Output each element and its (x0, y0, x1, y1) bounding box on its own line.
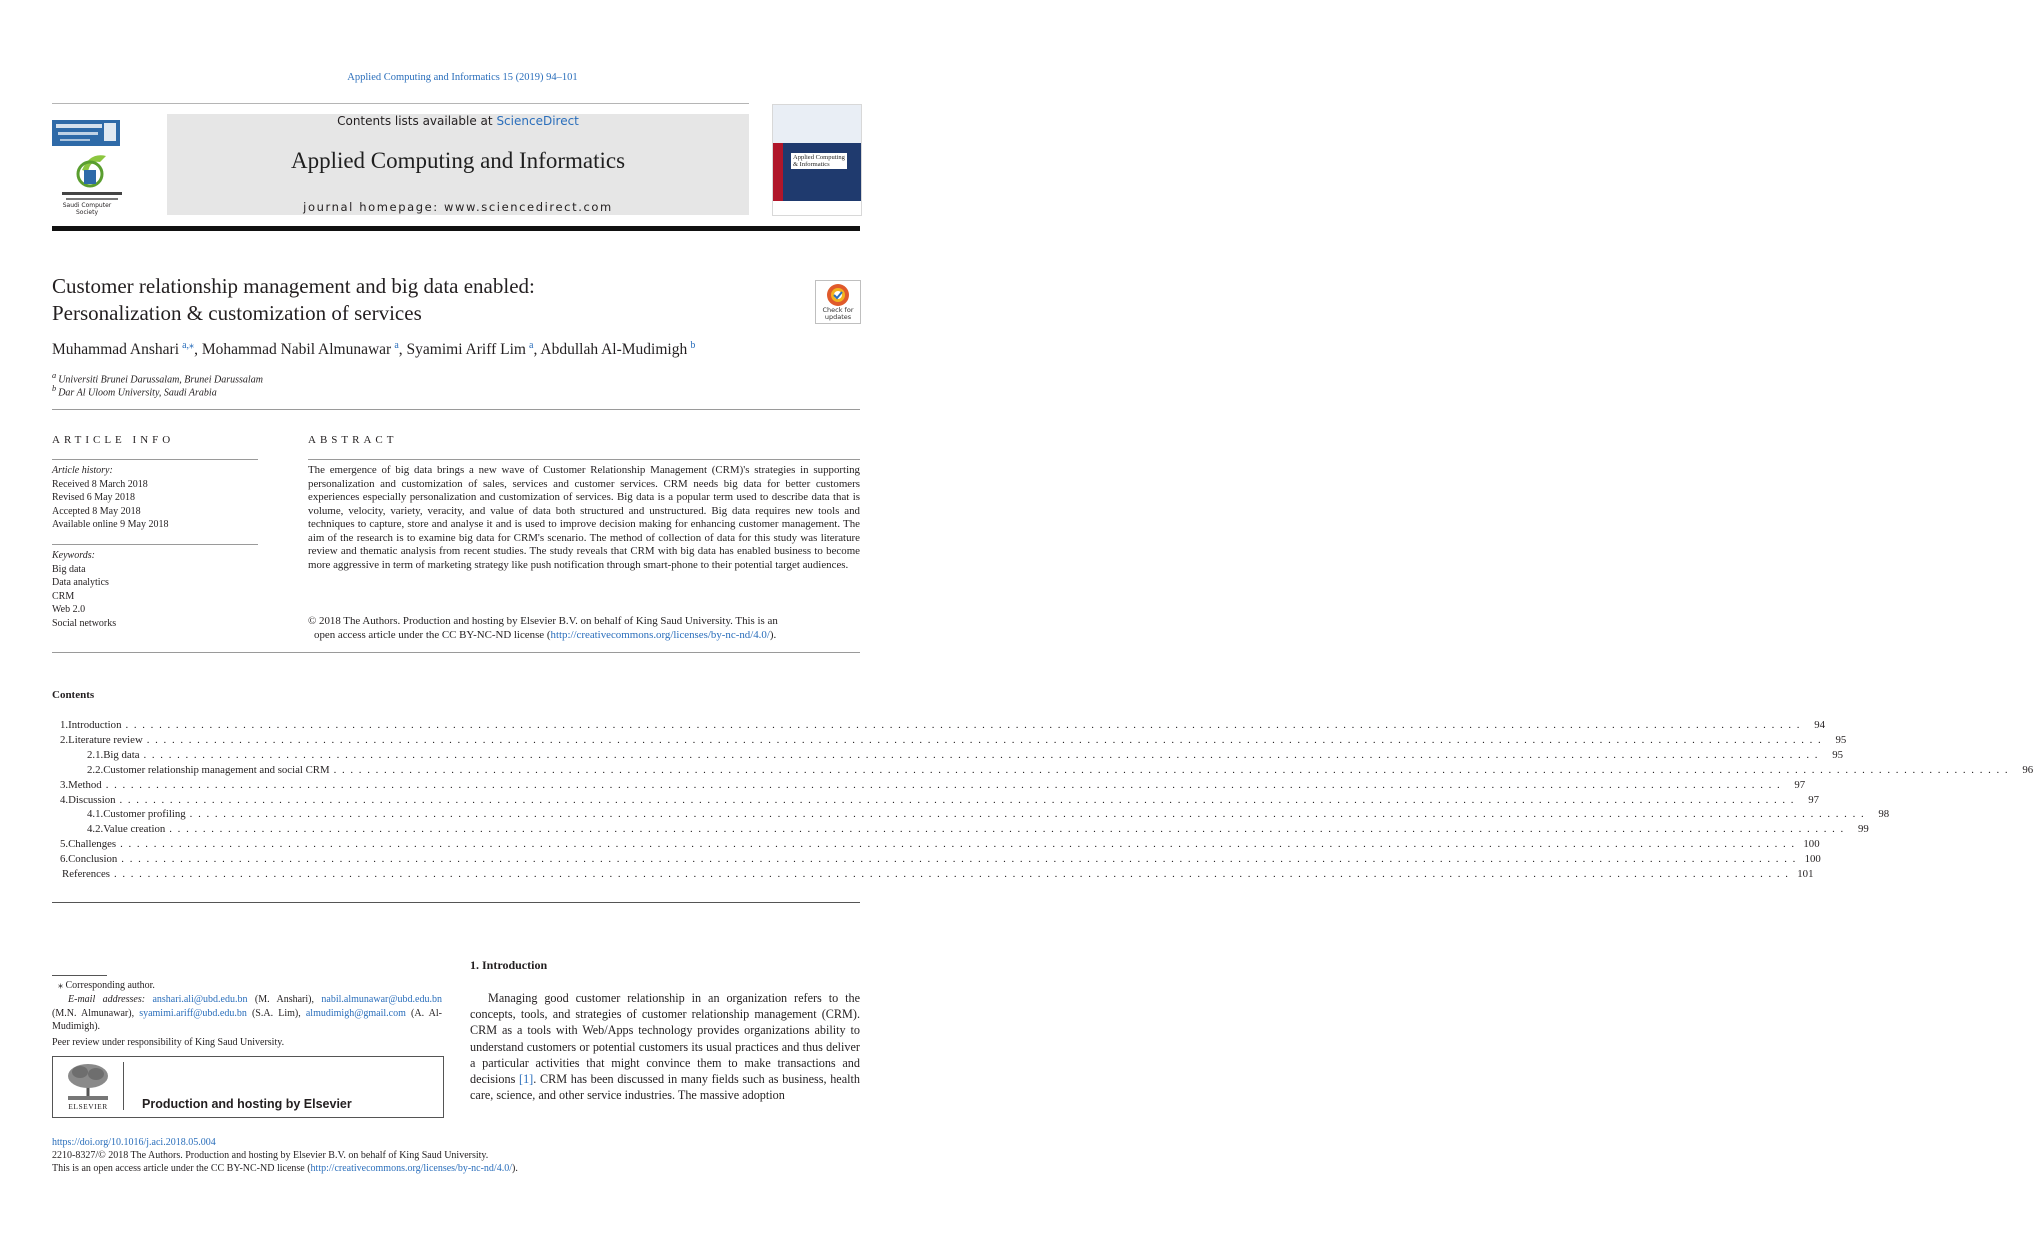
cover-title-line2: & Informatics (793, 161, 830, 168)
toc-page-number[interactable]: 96 (2022, 763, 2033, 776)
email-link[interactable]: almudimigh@gmail.com (305, 1007, 406, 1019)
toc-entry[interactable] (60, 838, 1820, 853)
paper-title (52, 273, 772, 327)
production-hosting-label: Production and hosting by Elsevier (142, 1097, 352, 1111)
email-owner: (M.N. Almunawar), (52, 1007, 140, 1019)
open-access-line (52, 1163, 518, 1174)
issn-line: 2210-8327/© 2018 The Authors. Production and hosting by Elsevier B.V. on behalf of King Saud University. (52, 1150, 489, 1161)
toc-number: 4.2. (87, 823, 104, 836)
toc-entry[interactable] (60, 823, 1869, 838)
toc-entry[interactable] (60, 763, 2033, 779)
contents-divider (52, 902, 860, 903)
author-separator: , (398, 341, 407, 359)
affiliation-text: Dar Al Uloom University, Saudi Arabia (58, 387, 217, 399)
author[interactable]: Mohammad Nabil Almunawar (201, 341, 392, 359)
toc-page-number[interactable]: 100 (1804, 853, 1821, 866)
contents-title: Contents (52, 689, 95, 701)
affiliation-mark: b (52, 384, 57, 393)
toc-entry[interactable] (60, 853, 1821, 868)
paper-title-line2: Personalization & customization of services (52, 301, 422, 325)
keyword: Data analytics (52, 577, 109, 588)
header-thick-rule (52, 226, 860, 231)
header-divider (52, 103, 749, 104)
contents-available (167, 114, 749, 128)
intro-text: Managing good customer relationship in an organization refers to the concepts, tools, and strategies of customer relationship management (CRM). CRM as a tools with Web/Apps technology provides organizations ability to understand customers or potential customers its usual practices and thus deliver a particular activities that might convince them to make transactions and decisions (470, 991, 860, 1087)
toc-page-number[interactable]: 101 (1797, 868, 1814, 880)
abstract-text: The emergence of big data brings a new wave of Customer Relationship Management (CRM)'s strategies in supporting personalization and customization of sales, services and customer services. CRM needs big data for better customers experiences especially personalization and customization of services. Big data is a popular term used to describe data that is volume, velocity, variety, veracity, and value of data both structured and unstructured. Big data requires new tools and techniques to capture, store and analyse it and is used to improve decision making for enhancing customer management. The aim of the research is to examine big data for CRM's scenario. The method of collection of data for this study was literature review and thematic analysis from recent studies. The study reveals that CRM with big data has enabled business to become more aggressive in term of marketing strategy like push notification through smart-phone to their potential target audiences. (308, 464, 860, 571)
peer-review-note: Peer review under responsibility of King Saud University. (52, 1037, 285, 1048)
author-separator: , (533, 341, 541, 359)
email-owner: (M. Anshari), (247, 994, 322, 1005)
corresponding-text: ⁎ Corresponding author. (58, 980, 155, 991)
copyright-line: © 2018 The Authors. Production and hosting by Elsevier B.V. on behalf of King Saud University. This is an (308, 615, 778, 627)
journal-reference[interactable]: Applied Computing and Informatics 15 (2019) 94–101 (347, 72, 578, 83)
cover-top (773, 105, 861, 143)
toc-title[interactable]: References (62, 868, 110, 880)
toc-entry[interactable] (60, 719, 1825, 734)
toc-title[interactable]: Big data (103, 748, 140, 761)
abstract-heading: ABSTRACT (308, 434, 398, 446)
keywords (52, 549, 116, 630)
toc-number: 2.1. (87, 748, 104, 761)
toc-page-number[interactable]: 95 (1835, 733, 1847, 746)
cover-footer (773, 203, 861, 215)
history-online: Available online 9 May 2018 (52, 519, 169, 530)
toc-number: 2.2. (87, 763, 104, 776)
email-label: E-mail addresses: (68, 994, 153, 1005)
keyword: Web 2.0 (52, 604, 86, 615)
author-separator: , (194, 341, 202, 359)
toc-page-number[interactable]: 97 (1794, 778, 1806, 791)
toc-leader-dots: . . . . . . . . . . . . . . . . . . . . . . . . . . . . . . . . . . . . . . . . . . . . . . . . . . . . . . . . . . . . . . . . . . . . . . . . . . . . . . . . . . . . . . . . . . . . . . . . . . . . . . . . . . . . . . . . . . . . . . . . . . . . . . . . . . . . . . . . . . . . . . . . . . . . . . . . . . . . . . . . . . . . . . . . . . . . . . . . . . . . . . . . . . . . . . . . . . . . . . . . (146, 733, 1823, 746)
toc-entry[interactable] (60, 793, 1819, 809)
toc-page-number[interactable]: 100 (1803, 838, 1820, 851)
keyword: CRM (52, 590, 75, 602)
oa-text: This is an open access article under the CC BY-NC-ND license ( (52, 1163, 311, 1174)
toc-entry[interactable] (60, 868, 1814, 883)
license-link[interactable]: http://creativecommons.org/licenses/by-nc-nd/4.0/ (550, 628, 770, 641)
affiliation (52, 384, 217, 398)
toc-leader-dots: . . . . . . . . . . . . . . . . . . . . . . . . . . . . . . . . . . . . . . . . . . . . . . . . . . . . . . . . . . . . . . . . . . . . . . . . . . . . . . . . . . . . . . . . . . . . . . . . . . . . . . . . . . . . . . . . . . . . . . . . . . . . . . . . . . . . . . . . . . . . . . . . . . . . . . . . . . . . . . . . . . . . . . . . . . . . . . . . . . . . . . . . . . . . . . . . . . . . . . . . (333, 763, 2010, 776)
toc-entry[interactable] (60, 748, 1843, 764)
history-revised: Revised 6 May 2018 (52, 492, 136, 503)
toc-number: 6. (60, 853, 69, 866)
author-list (52, 340, 872, 359)
doi-link[interactable] (52, 1137, 216, 1148)
logo-caption: Saudi Computer Society (62, 202, 112, 216)
footnote-rule (52, 975, 107, 976)
toc-leader-dots: . . . . . . . . . . . . . . . . . . . . . . . . . . . . . . . . . . . . . . . . . . . . . . . . . . . . . . . . . . . . . . . . . . . . . . . . . . . . . . . . . . . . . . . . . . . . . . . . . . . . . . . . . . . . . . . . . . . . . . . . . . . . . . . . . . . . . . . . . . . . . . . . . . . . . . . . . . . . . . . . . . . . . . . . . . . . . . . . . . . . . . . . . . . . . . . . . . . . . . . . (121, 853, 1797, 866)
history-received: Received 8 March 2018 (52, 478, 148, 490)
oa-license-link[interactable]: http://creativecommons.org/licenses/by-nc-nd/4.0/ (310, 1163, 512, 1174)
journal-homepage[interactable]: journal homepage: www.sciencedirect.com (303, 200, 613, 214)
keywords-rule (52, 544, 258, 545)
introduction-heading: 1. Introduction (470, 958, 548, 972)
toc-page-number[interactable]: 98 (1878, 808, 1890, 821)
toc-number: 3. (60, 778, 69, 791)
toc-page-number[interactable]: 97 (1808, 793, 1819, 806)
author-affiliation-mark[interactable]: b (690, 340, 696, 351)
toc-number: 4.1. (87, 808, 104, 821)
author[interactable]: Syamimi Ariff Lim (406, 341, 526, 359)
author-affiliation-mark[interactable]: a (394, 340, 399, 351)
check-updates-label: Check for updates (822, 306, 854, 321)
toc-page-number[interactable]: 94 (1814, 719, 1825, 731)
keywords-label: Keywords: (52, 550, 95, 561)
email-owner: (S.A. Lim), (246, 1007, 306, 1019)
toc-leader-dots: . . . . . . . . . . . . . . . . . . . . . . . . . . . . . . . . . . . . . . . . . . . . . . . . . . . . . . . . . . . . . . . . . . . . . . . . . . . . . . . . . . . . . . . . . . . . . . . . . . . . . . . . . . . . . . . . . . . . . . . . . . . . . . . . . . . . . . . . . . . . . . . . . . . . . . . . . . . . . . . . . . . . . . . . . . . . . . . . . . . . . . . . . . . . . . . . . . . . . . . . (189, 808, 1866, 821)
article-history (52, 464, 168, 532)
contents-available-text: Contents lists available at (337, 114, 497, 128)
cover-title-line1: Applied Computing (793, 154, 845, 161)
toc-entry[interactable] (60, 733, 1847, 749)
toc-title[interactable]: Conclusion (68, 853, 118, 866)
society-logos (52, 112, 162, 214)
keyword: Social networks (52, 617, 117, 629)
cover-stripe (773, 143, 783, 201)
intro-text: . CRM has been discussed in many fields such as business, health care, science, and other service industries. The massive adoption (470, 1072, 860, 1103)
toc-leader-dots: . . . . . . . . . . . . . . . . . . . . . . . . . . . . . . . . . . . . . . . . . . . . . . . . . . . . . . . . . . . . . . . . . . . . . . . . . . . . . . . . . . . . . . . . . . . . . . . . . . . . . . . . . . . . . . . . . . . . . . . . . . . . . . . . . . . . . . . . . . . . . . . . . . . . . . . . . . . . . . . . . . . . . . . . . . . . . . . . . . . . . . . . . . . . . . . . . . . . . . . . (169, 823, 1845, 836)
sciencedirect-link[interactable]: ScienceDirect (496, 114, 579, 128)
license-line (308, 629, 860, 643)
elsevier-wordmark: ELSEVIER (68, 1102, 108, 1111)
affiliation-mark: a (52, 371, 57, 380)
toc-entry[interactable] (60, 778, 1806, 794)
toc-title[interactable]: Method (68, 778, 102, 791)
toc-entry[interactable] (60, 808, 1890, 823)
article-info-heading: ARTICLE INFO (52, 434, 175, 446)
author-affiliation-mark[interactable]: a,⁎ (182, 340, 195, 351)
toc-leader-dots: . . . . . . . . . . . . . . . . . . . . . . . . . . . . . . . . . . . . . . . . . . . . . . . . . . . . . . . . . . . . . . . . . . . . . . . . . . . . . . . . . . . . . . . . . . . . . . . . . . . . . . . . . . . . . . . . . . . . . . . . . . . . . . . . . . . . . . . . . . . . . . . . . . . . . . . . . . . . . . . . . . . . . . . . . . . . . . . . . . . . . . . . . . . . . . . . . . . . . . . . (143, 748, 1819, 761)
section-divider (52, 652, 860, 653)
email-link[interactable]: nabil.almunawar@ubd.edu.bn (321, 994, 442, 1005)
toc-title[interactable]: Literature review (68, 733, 143, 746)
email-link[interactable]: syamimi.ariff@ubd.edu.bn (139, 1007, 247, 1019)
author[interactable]: Abdullah Al-Mudimigh (540, 341, 688, 359)
keyword: Big data (52, 563, 86, 575)
toc-page-number[interactable]: 95 (1832, 748, 1843, 761)
citation-link[interactable]: [1] (519, 1072, 534, 1087)
toc-leader-dots: . . . . . . . . . . . . . . . . . . . . . . . . . . . . . . . . . . . . . . . . . . . . . . . . . . . . . . . . . . . . . . . . . . . . . . . . . . . . . . . . . . . . . . . . . . . . . . . . . . . . . . . . . . . . . . . . . . . . . . . . . . . . . . . . . . . . . . . . . . . . . . . . . . . . . . . . . . . . . . . . . . . . . . . . . . . . . . . . . . . . . . . . . . . . . . . . . . . . . . . . (125, 719, 1801, 731)
toc-leader-dots: . . . . . . . . . . . . . . . . . . . . . . . . . . . . . . . . . . . . . . . . . . . . . . . . . . . . . . . . . . . . . . . . . . . . . . . . . . . . . . . . . . . . . . . . . . . . . . . . . . . . . . . . . . . . . . . . . . . . . . . . . . . . . . . . . . . . . . . . . . . . . . . . . . . . . . . . . . . . . . . . . . . . . . . . . . . . . . . . . . . . . . . . . . . . . . . . . . . . . . . . (119, 793, 1795, 806)
toc-leader-dots: . . . . . . . . . . . . . . . . . . . . . . . . . . . . . . . . . . . . . . . . . . . . . . . . . . . . . . . . . . . . . . . . . . . . . . . . . . . . . . . . . . . . . . . . . . . . . . . . . . . . . . . . . . . . . . . . . . . . . . . . . . . . . . . . . . . . . . . . . . . . . . . . . . . . . . . . . . . . . . . . . . . . . . . . . . . . . . . . . . . . . . . . . . . . . . . . . . . . . . . . (120, 838, 1796, 851)
toc-page-number[interactable]: 99 (1857, 823, 1869, 836)
toc-title[interactable]: Discussion (68, 793, 116, 806)
paper-title-line1: Customer relationship management and big data enabled: (52, 274, 535, 298)
toc-leader-dots: . . . . . . . . . . . . . . . . . . . . . . . . . . . . . . . . . . . . . . . . . . . . . . . . . . . . . . . . . . . . . . . . . . . . . . . . . . . . . . . . . . . . . . . . . . . . . . . . . . . . . . . . . . . . . . . . . . . . . . . . . . . . . . . . . . . . . . . . . . . . . . . . . . . . . . . . . . . . . . . . . . . . . . . . . . . . . . . . . . . . . . . . . . . . . . . . . . . . . . . . (105, 778, 1782, 791)
email-link[interactable]: anshari.ali@ubd.edu.bn (152, 994, 248, 1005)
corresponding-author-note (52, 979, 442, 993)
email-owner: (A. Al-Mudimigh). (52, 1007, 442, 1032)
cover-band (773, 143, 861, 201)
oa-suffix: ). (511, 1163, 518, 1174)
toc-number: 4. (60, 793, 69, 806)
abstract-copyright (308, 615, 860, 642)
journal-title: Applied Computing and Informatics (290, 148, 626, 173)
toc-title[interactable]: Customer relationship management and social CRM (103, 763, 330, 776)
history-accepted: Accepted 8 May 2018 (52, 505, 141, 517)
author-affiliation-mark[interactable]: a (529, 340, 534, 351)
article-info-rule (52, 459, 258, 460)
toc-number: 2. (60, 733, 69, 746)
license-text: open access article under the CC BY-NC-ND license ( (314, 628, 551, 641)
check-updates-icon (816, 281, 860, 309)
toc-title[interactable]: Challenges (68, 838, 117, 851)
license-suffix: ). (769, 628, 777, 641)
toc-title[interactable]: Introduction (68, 719, 122, 731)
toc-title[interactable]: Value creation (103, 823, 166, 836)
ksu-logo-icon (52, 112, 162, 214)
journal-cover[interactable] (772, 104, 862, 216)
affiliation-text: Universiti Brunei Darussalam, Brunei Darussalam (58, 374, 263, 386)
toc-title[interactable]: Customer profiling (103, 808, 186, 821)
introduction-text (470, 990, 860, 1103)
elsevier-tree-icon (62, 1062, 114, 1102)
section-divider (52, 409, 860, 410)
email-addresses (52, 993, 442, 1034)
check-for-updates-button[interactable] (815, 280, 861, 324)
toc-number: 1. (60, 719, 69, 731)
cover-title (791, 153, 847, 169)
toc-number: 5. (60, 838, 69, 851)
abstract-rule (308, 459, 860, 460)
history-label: Article history: (52, 465, 113, 476)
doi-text[interactable]: https://doi.org/10.1016/j.aci.2018.05.004 (52, 1137, 216, 1148)
author[interactable]: Muhammad Anshari (52, 341, 179, 359)
elsevier-divider (123, 1062, 124, 1110)
toc-leader-dots: . . . . . . . . . . . . . . . . . . . . . . . . . . . . . . . . . . . . . . . . . . . . . . . . . . . . . . . . . . . . . . . . . . . . . . . . . . . . . . . . . . . . . . . . . . . . . . . . . . . . . . . . . . . . . . . . . . . . . . . . . . . . . . . . . . . . . . . . . . . . . . . . . . . . . . . . . . . . . . . . . . . . . . . . . . . . . . . . . . . . . . . . . . . . . . . . . . . . . . . . (113, 868, 1790, 880)
